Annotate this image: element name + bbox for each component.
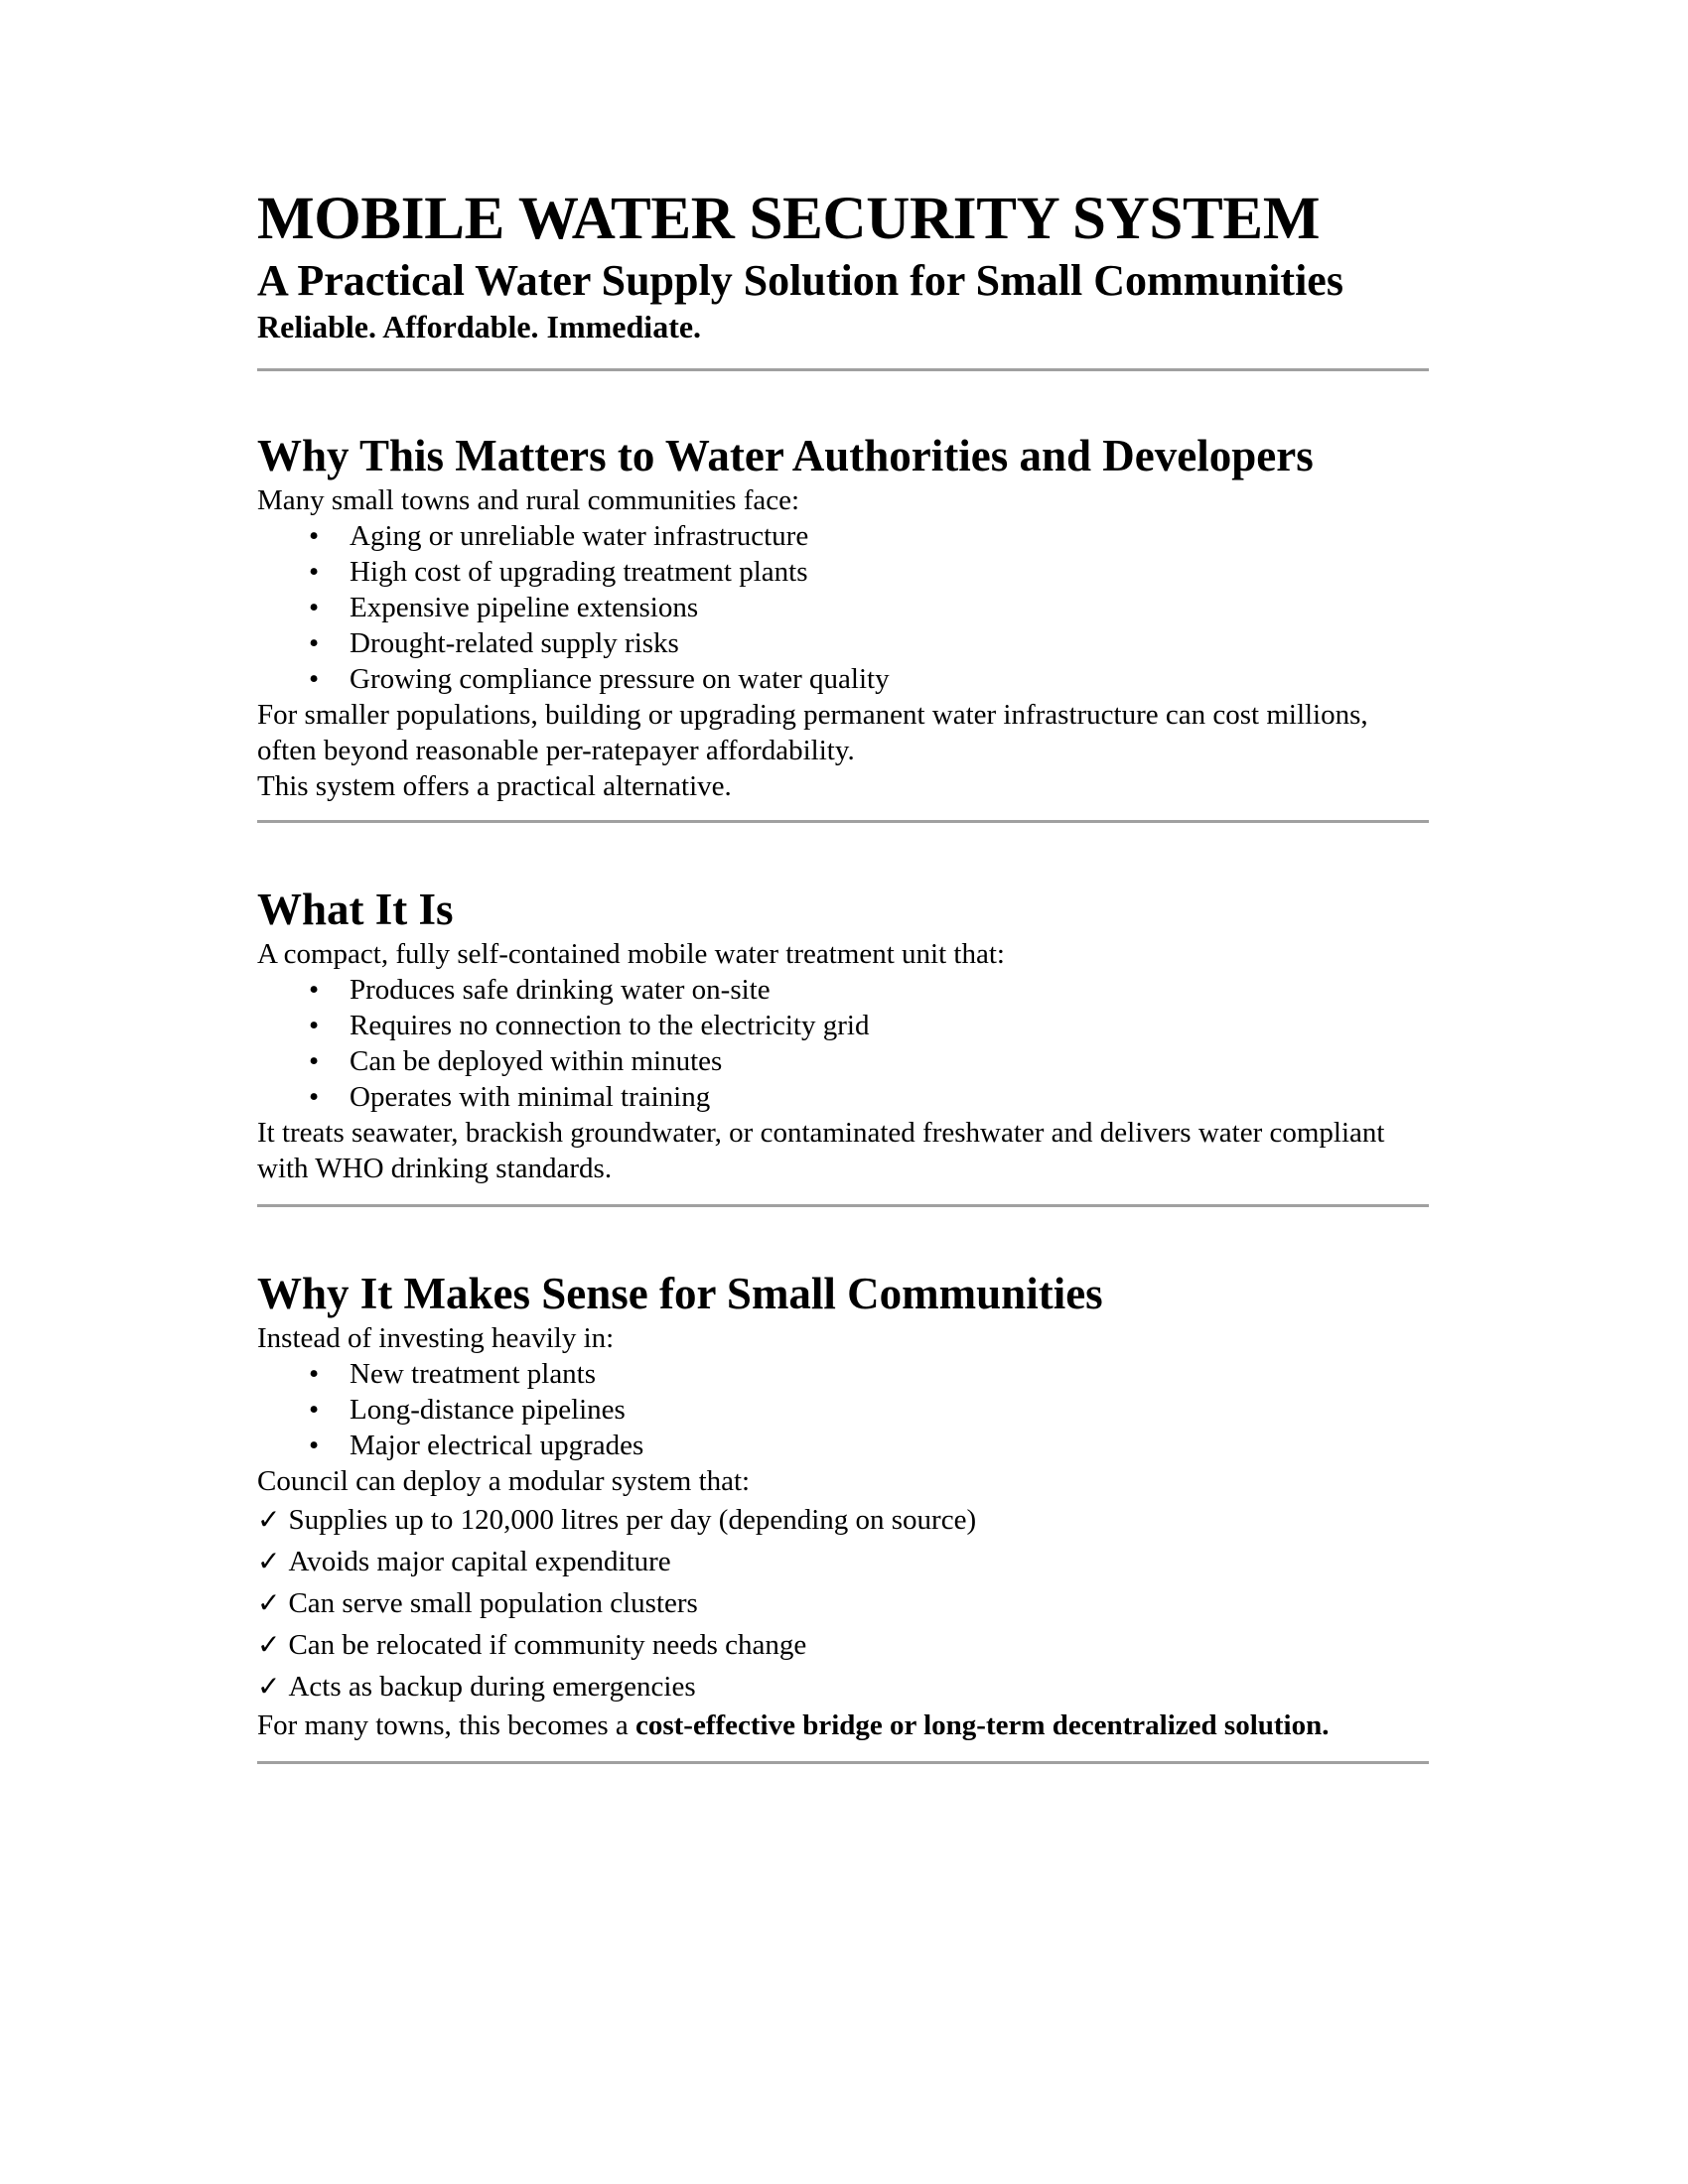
bullet-list bbox=[257, 972, 1429, 1115]
bullet-icon: • bbox=[309, 556, 320, 588]
section-intro: A compact, fully self-contained mobile water treatment unit that: bbox=[257, 938, 1005, 970]
checklist-item: ✓ Supplies up to 120,000 litres per day (depending on source) bbox=[257, 1503, 977, 1536]
checklist-item: ✓ Can serve small population clusters bbox=[257, 1586, 698, 1619]
document-title: MOBILE WATER SECURITY SYSTEM bbox=[257, 186, 1321, 252]
bullet-icon: • bbox=[309, 627, 320, 659]
bullet-icon: • bbox=[309, 1430, 320, 1461]
checkmark-icon: ✓ bbox=[257, 1670, 281, 1703]
list-item: • Growing compliance pressure on water quality bbox=[309, 663, 890, 695]
list-item: • New treatment plants bbox=[309, 1358, 597, 1390]
checklist bbox=[257, 1499, 1429, 1707]
bullet-icon: • bbox=[309, 1081, 320, 1113]
closing-paragraph: For many towns, this becomes a cost-effective bridge or long-term decentralized solution. bbox=[257, 1709, 1330, 1741]
checklist-intro: Council can deploy a modular system that: bbox=[257, 1465, 751, 1497]
bullet-list bbox=[257, 1356, 1429, 1463]
list-item: • Major electrical upgrades bbox=[309, 1430, 644, 1461]
list-item: • Can be deployed within minutes bbox=[309, 1045, 723, 1077]
section-heading: What It Is bbox=[257, 885, 454, 934]
bullet-icon: • bbox=[309, 1394, 320, 1426]
document-tagline: Reliable. Affordable. Immediate. bbox=[257, 309, 702, 344]
section-why-matters bbox=[257, 429, 1429, 804]
bullet-icon: • bbox=[309, 592, 320, 623]
list-item: • High cost of upgrading treatment plants bbox=[309, 556, 808, 588]
body-paragraph: It treats seawater, brackish groundwater, or contaminated freshwater and delivers water compliant with WHO drinking standards. bbox=[257, 1117, 1385, 1184]
section-small-communities bbox=[257, 1267, 1429, 1743]
list-item: • Operates with minimal training bbox=[309, 1081, 711, 1113]
checkmark-icon: ✓ bbox=[257, 1545, 281, 1577]
bullet-icon: • bbox=[309, 663, 320, 695]
checkmark-icon: ✓ bbox=[257, 1503, 281, 1536]
bullet-icon: • bbox=[309, 520, 320, 552]
section-intro: Many small towns and rural communities face: bbox=[257, 484, 800, 516]
bullet-icon: • bbox=[309, 1010, 320, 1041]
document-subtitle: A Practical Water Supply Solution for Small Communities bbox=[257, 256, 1343, 305]
section-divider bbox=[257, 1761, 1429, 1764]
list-item: • Long-distance pipelines bbox=[309, 1394, 626, 1426]
checkmark-icon: ✓ bbox=[257, 1586, 281, 1619]
bullet-list bbox=[257, 518, 1429, 697]
checklist-item: ✓ Avoids major capital expenditure bbox=[257, 1545, 671, 1577]
section-heading: Why It Makes Sense for Small Communities bbox=[257, 1269, 1103, 1318]
closing-emphasis: cost-effective bridge or long-term decentralized solution. bbox=[634, 1709, 1330, 1741]
list-item: • Expensive pipeline extensions bbox=[309, 592, 699, 623]
checkmark-icon: ✓ bbox=[257, 1628, 281, 1661]
list-item: • Requires no connection to the electricity grid bbox=[309, 1010, 870, 1041]
body-paragraph: For smaller populations, building or upgrading permanent water infrastructure can cost millions, often beyond reasonable per-ratepayer affordability. bbox=[257, 699, 1368, 766]
bullet-icon: • bbox=[309, 1045, 320, 1077]
list-item: • Drought-related supply risks bbox=[309, 627, 679, 659]
section-intro: Instead of investing heavily in: bbox=[257, 1322, 615, 1354]
bullet-icon: • bbox=[309, 1358, 320, 1390]
checklist-item: ✓ Acts as backup during emergencies bbox=[257, 1670, 696, 1703]
document-page bbox=[257, 184, 1429, 1764]
list-item: • Aging or unreliable water infrastructure bbox=[309, 520, 809, 552]
section-what-it-is bbox=[257, 883, 1429, 1186]
body-paragraph: This system offers a practical alternative. bbox=[257, 770, 732, 802]
section-heading: Why This Matters to Water Authorities and Developers bbox=[257, 431, 1314, 480]
list-item: • Produces safe drinking water on-site bbox=[309, 974, 771, 1006]
checklist-item: ✓ Can be relocated if community needs change bbox=[257, 1628, 807, 1661]
bullet-icon: • bbox=[309, 974, 320, 1006]
